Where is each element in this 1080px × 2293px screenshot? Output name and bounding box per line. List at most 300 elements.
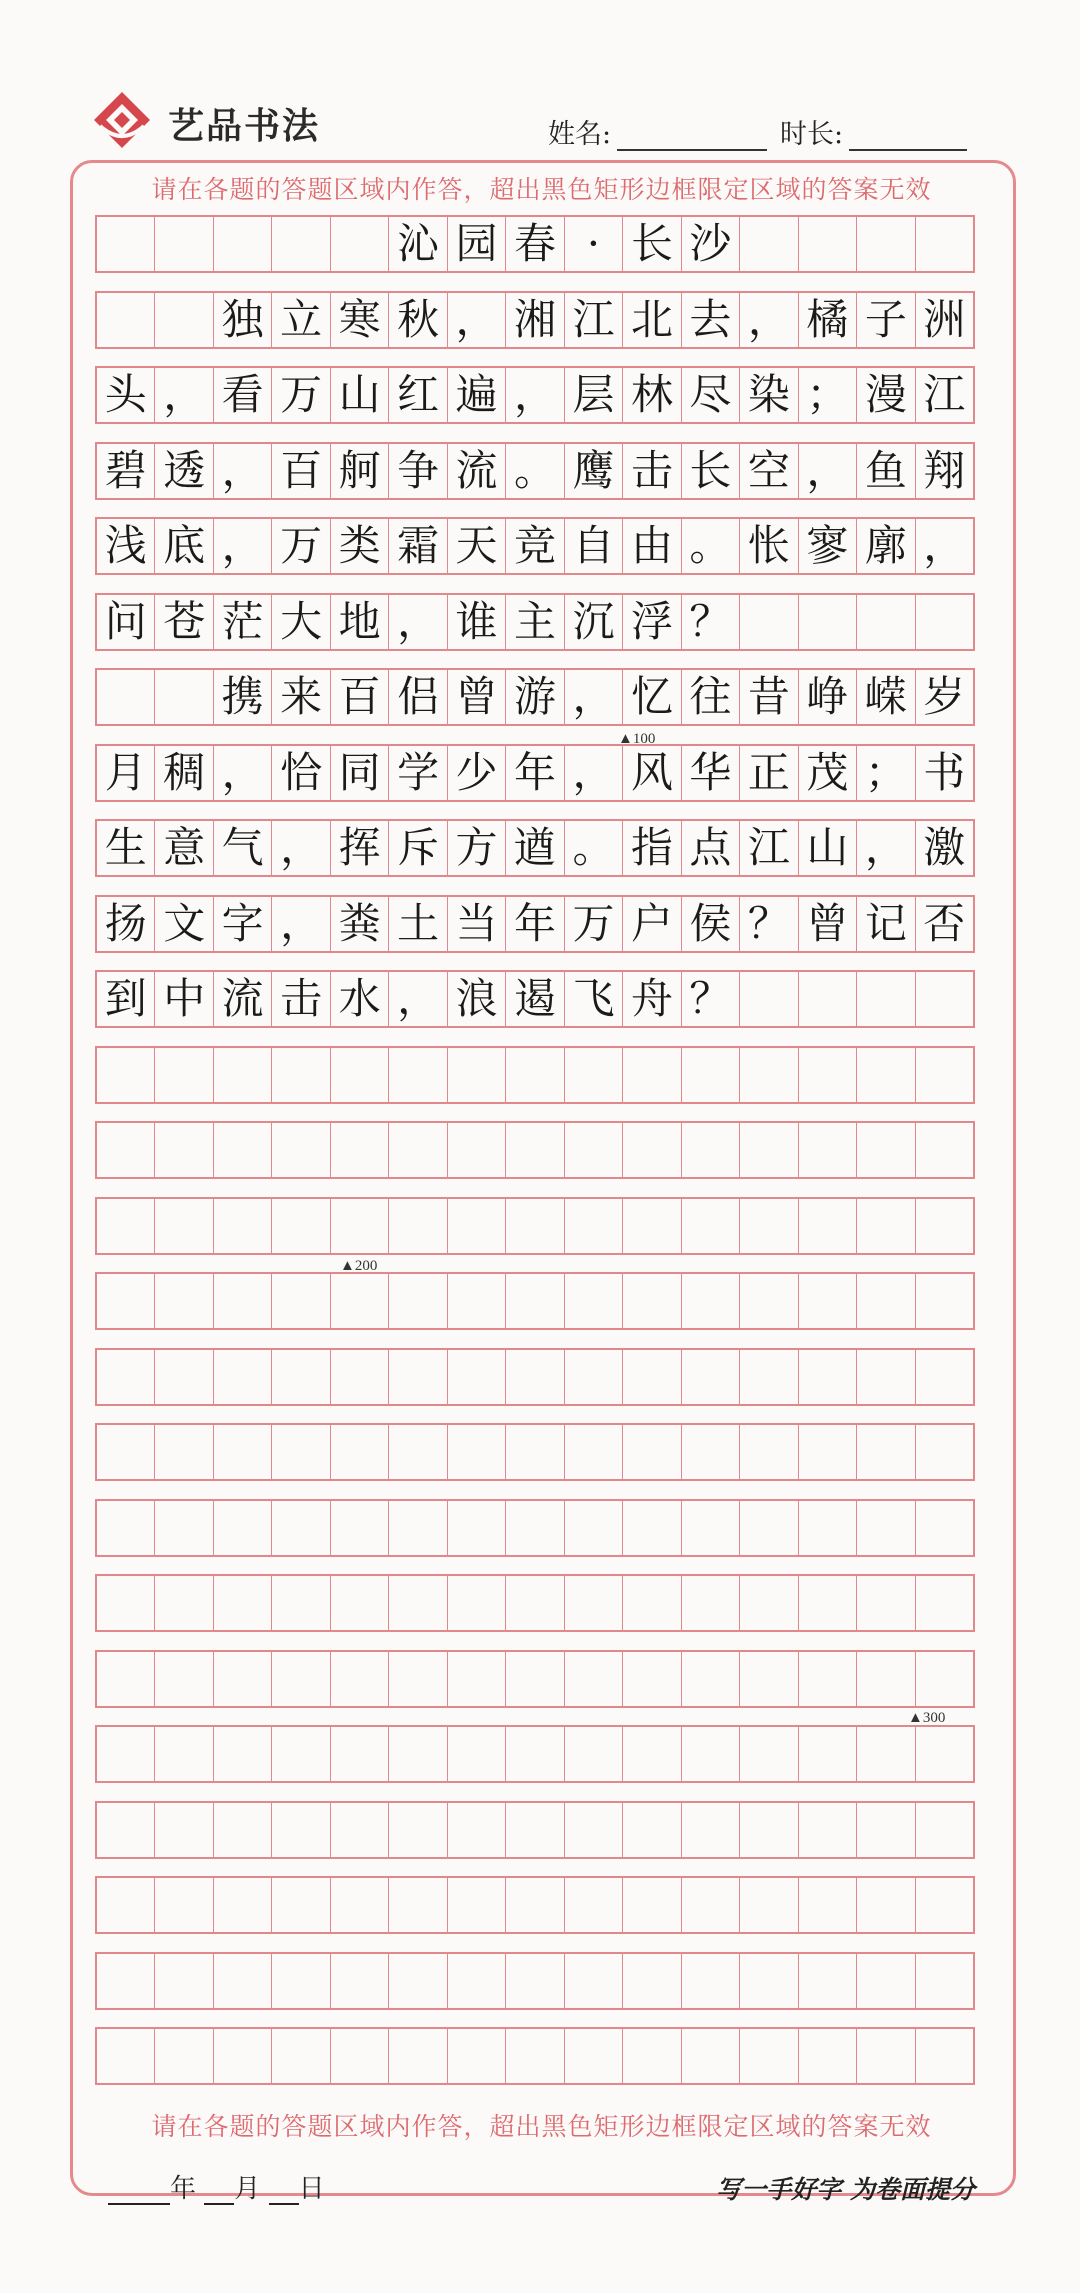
grid-cell <box>97 1425 154 1479</box>
grid-cell: 翔 <box>915 444 973 498</box>
grid-cell: 月 <box>104 747 147 797</box>
grid-cell: 大 <box>271 595 329 649</box>
grid-cell: ， <box>915 519 973 573</box>
grid-cell <box>154 2029 212 2083</box>
grid-cell <box>388 1727 446 1781</box>
grid-cell: 底 <box>154 519 212 573</box>
grid-cell <box>330 2029 388 2083</box>
grid-cell: 生 <box>104 823 147 872</box>
grid-cell <box>564 2029 622 2083</box>
grid-cell: ， <box>388 595 446 649</box>
grid-cell: 廓 <box>856 519 914 573</box>
grid-cell: 天 <box>447 519 505 573</box>
grid-cell <box>213 1878 271 1932</box>
grid-cell <box>330 1878 388 1932</box>
grid-cell <box>798 217 856 271</box>
grid-cell: 春 <box>505 217 563 271</box>
grid-row <box>95 1574 975 1632</box>
grid-cell: ， <box>505 368 563 422</box>
grid-cell: 昔 <box>739 670 797 724</box>
grid-cell: 华 <box>681 746 739 800</box>
grid-cell: 洲 <box>915 293 973 347</box>
sheet-header <box>0 0 1080 160</box>
grid-cell <box>915 595 973 649</box>
grid-cell <box>622 1501 680 1555</box>
grid-cell: 户 <box>622 897 680 951</box>
grid-cell: 子 <box>856 293 914 347</box>
grid-cell <box>681 1576 739 1630</box>
grid-cell <box>330 1048 388 1102</box>
grid-cell <box>798 1501 856 1555</box>
grid-cell <box>97 1652 154 1706</box>
grid-cell <box>447 1199 505 1253</box>
grid-cell <box>388 2029 446 2083</box>
slogan: 写一手好字 为卷面提分 <box>716 2175 975 2204</box>
grid-cell: 万 <box>271 368 329 422</box>
grid-cell: 点 <box>681 821 739 875</box>
grid-cell <box>564 1954 622 2008</box>
grid-cell: 意 <box>154 821 212 875</box>
grid-cell <box>564 1425 622 1479</box>
grid-cell: 浮 <box>622 595 680 649</box>
grid-row <box>95 1801 975 1859</box>
grid-cell: 地 <box>330 595 388 649</box>
grid-row <box>95 593 975 651</box>
grid-cell: 曾 <box>447 670 505 724</box>
grid-cell <box>856 1123 914 1177</box>
grid-cell <box>271 1425 329 1479</box>
grid-cell: ， <box>564 670 622 724</box>
grid-cell <box>97 1727 154 1781</box>
grid-cell: 沁 <box>388 217 446 271</box>
grid-row <box>95 744 975 802</box>
grid-cell <box>388 1576 446 1630</box>
grid-cell <box>447 1727 505 1781</box>
grid-cell <box>330 1954 388 2008</box>
grid-row <box>95 1423 975 1481</box>
grid-cell <box>505 1048 563 1102</box>
grid-cell: 漫 <box>856 368 914 422</box>
grid-cell <box>681 1199 739 1253</box>
grid-cell: ， <box>856 821 914 875</box>
date-field[interactable] <box>108 2168 325 2205</box>
grid-cell: 水 <box>330 972 388 1026</box>
grid-cell: 文 <box>154 897 212 951</box>
grid-cell <box>447 1274 505 1328</box>
grid-cell: 鹰 <box>564 444 622 498</box>
grid-cell <box>622 1048 680 1102</box>
grid-cell <box>622 1199 680 1253</box>
grid-cell <box>915 1727 973 1781</box>
grid-cell <box>681 1878 739 1932</box>
grid-cell <box>798 1954 856 2008</box>
grid-cell <box>681 1350 739 1404</box>
grid-cell: 空 <box>739 444 797 498</box>
grid-cell: 橘 <box>798 293 856 347</box>
grid-cell: 立 <box>271 293 329 347</box>
grid-cell: 土 <box>388 897 446 951</box>
grid-cell <box>739 1954 797 2008</box>
grid-cell <box>330 1501 388 1555</box>
grid-cell <box>271 1350 329 1404</box>
grid-cell <box>915 1954 973 2008</box>
grid-cell <box>271 1123 329 1177</box>
grid-cell <box>447 1878 505 1932</box>
grid-row <box>95 1499 975 1557</box>
grid-cell <box>447 1954 505 2008</box>
grid-cell: 尽 <box>681 368 739 422</box>
grid-cell <box>856 217 914 271</box>
grid-cell <box>97 1274 154 1328</box>
grid-cell: ？ <box>681 972 739 1026</box>
grid-cell <box>388 1274 446 1328</box>
grid-cell: 万 <box>271 519 329 573</box>
grid-cell <box>213 1954 271 2008</box>
grid-cell: 万 <box>564 897 622 951</box>
grid-cell <box>798 1878 856 1932</box>
grid-row <box>95 517 975 575</box>
grid-cell <box>447 1576 505 1630</box>
grid-cell <box>97 1501 154 1555</box>
grid-cell: 击 <box>271 972 329 1026</box>
grid-row <box>95 819 975 877</box>
month-line[interactable] <box>204 2179 234 2205</box>
grid-cell: 风 <box>622 746 680 800</box>
grid-cell: 霜 <box>388 519 446 573</box>
grid-cell <box>798 972 856 1026</box>
grid-cell: 学 <box>388 746 446 800</box>
grid-cell <box>97 2029 154 2083</box>
grid-cell <box>564 1501 622 1555</box>
grid-cell <box>739 1048 797 1102</box>
grid-cell <box>213 1199 271 1253</box>
grid-cell <box>856 1727 914 1781</box>
grid-cell: 往 <box>681 670 739 724</box>
grid-cell <box>739 1727 797 1781</box>
grid-cell <box>154 1048 212 1102</box>
grid-cell: 流 <box>213 972 271 1026</box>
grid-cell <box>447 1425 505 1479</box>
grid-cell <box>505 1501 563 1555</box>
grid-row <box>95 1348 975 1406</box>
grid-cell: 自 <box>564 519 622 573</box>
grid-cell <box>213 1425 271 1479</box>
grid-cell <box>447 1803 505 1857</box>
grid-cell <box>856 1878 914 1932</box>
grid-cell <box>213 1501 271 1555</box>
grid-cell: 独 <box>213 293 271 347</box>
grid-cell: 层 <box>564 368 622 422</box>
grid-cell <box>388 1199 446 1253</box>
grid-cell: 到 <box>104 974 147 1023</box>
grid-cell <box>622 1274 680 1328</box>
grid-cell: 寥 <box>798 519 856 573</box>
grid-cell: 寒 <box>330 293 388 347</box>
grid-cell: ； <box>798 368 856 422</box>
grid-cell <box>856 1350 914 1404</box>
grid-cell <box>798 1350 856 1404</box>
grid-cell <box>330 1727 388 1781</box>
grid-cell: 少 <box>447 746 505 800</box>
grid-cell <box>622 1350 680 1404</box>
grid-cell <box>154 1954 212 2008</box>
grid-cell <box>798 1652 856 1706</box>
grid-cell <box>505 1954 563 2008</box>
grid-cell <box>856 1803 914 1857</box>
grid-cell: 来 <box>271 670 329 724</box>
grid-cell <box>154 1878 212 1932</box>
marker-100: ▲100 <box>618 731 656 747</box>
grid-cell <box>97 670 154 724</box>
grid-cell <box>681 1501 739 1555</box>
grid-cell <box>97 1954 154 2008</box>
grid-row <box>95 1272 975 1330</box>
grid-cell <box>213 2029 271 2083</box>
grid-cell <box>271 1954 329 2008</box>
grid-cell <box>856 2029 914 2083</box>
grid-cell <box>798 1803 856 1857</box>
grid-cell: 去 <box>681 293 739 347</box>
grid-cell <box>447 1652 505 1706</box>
grid-cell <box>856 1954 914 2008</box>
grid-cell: 由 <box>622 519 680 573</box>
grid-cell <box>154 1350 212 1404</box>
grid-cell <box>388 1878 446 1932</box>
grid-cell <box>154 1123 212 1177</box>
grid-cell <box>330 1425 388 1479</box>
grid-cell: 年 <box>505 746 563 800</box>
grid-cell: 舟 <box>622 972 680 1026</box>
name-field[interactable] <box>548 112 767 151</box>
grid-cell: 峥 <box>798 670 856 724</box>
grid-cell: 年 <box>505 897 563 951</box>
grid-cell <box>856 972 914 1026</box>
grid-cell <box>915 1350 973 1404</box>
grid-cell <box>271 1199 329 1253</box>
grid-cell: 谁 <box>447 595 505 649</box>
grid-cell <box>622 1727 680 1781</box>
grid-cell: 岁 <box>915 670 973 724</box>
month-label: 月 <box>234 2174 261 2204</box>
grid-cell <box>798 2029 856 2083</box>
grid-cell <box>154 1199 212 1253</box>
time-field[interactable] <box>780 112 967 151</box>
grid-cell: 长 <box>681 444 739 498</box>
grid-cell <box>856 1652 914 1706</box>
grid-cell: 游 <box>505 670 563 724</box>
grid-cell <box>505 1199 563 1253</box>
grid-cell <box>739 1199 797 1253</box>
grid-cell <box>915 2029 973 2083</box>
grid-cell <box>739 1652 797 1706</box>
grid-cell <box>388 1954 446 2008</box>
day-line[interactable] <box>269 2179 299 2205</box>
grid-cell <box>213 1652 271 1706</box>
grid-cell <box>154 293 212 347</box>
grid-cell <box>798 595 856 649</box>
grid-cell <box>856 1274 914 1328</box>
grid-cell <box>856 1048 914 1102</box>
time-line[interactable] <box>849 149 967 151</box>
grid-cell <box>271 1803 329 1857</box>
grid-cell <box>213 1123 271 1177</box>
grid-cell <box>505 1576 563 1630</box>
grid-cell <box>388 1803 446 1857</box>
grid-cell <box>798 1123 856 1177</box>
grid-cell <box>915 1501 973 1555</box>
time-label: 时长: <box>780 119 844 150</box>
grid-cell <box>330 1576 388 1630</box>
grid-cell <box>915 1123 973 1177</box>
grid-cell <box>681 1274 739 1328</box>
grid-cell <box>505 1350 563 1404</box>
grid-cell <box>505 1123 563 1177</box>
grid-cell: ， <box>798 444 856 498</box>
grid-cell <box>97 293 154 347</box>
grid-row <box>95 1121 975 1179</box>
grid-cell <box>97 1576 154 1630</box>
grid-cell <box>154 1727 212 1781</box>
grid-cell <box>388 1048 446 1102</box>
grid-cell: ， <box>154 368 212 422</box>
grid-cell <box>505 1652 563 1706</box>
grid-cell: 嵘 <box>856 670 914 724</box>
grid-cell <box>856 1199 914 1253</box>
name-line[interactable] <box>617 149 767 151</box>
grid-row <box>95 668 975 726</box>
grid-cell <box>154 217 212 271</box>
grid-cell <box>739 1123 797 1177</box>
day-label: 日 <box>298 2174 325 2204</box>
grid-cell: · <box>564 217 622 271</box>
grid-cell <box>622 1652 680 1706</box>
grid-cell <box>564 1199 622 1253</box>
grid-cell: 遍 <box>447 368 505 422</box>
marker-200: ▲200 <box>340 1258 378 1274</box>
grid-cell <box>564 1576 622 1630</box>
grid-cell: 长 <box>622 217 680 271</box>
grid-cell: 头 <box>104 370 147 419</box>
grid-row <box>95 1725 975 1783</box>
grid-cell: 山 <box>798 821 856 875</box>
grid-cell <box>915 1803 973 1857</box>
grid-cell <box>388 1425 446 1479</box>
grid-cell <box>213 1576 271 1630</box>
grid-cell <box>97 1350 154 1404</box>
grid-cell <box>271 1274 329 1328</box>
grid-cell: 看 <box>213 368 271 422</box>
notice-bottom: 请在各题的答题区域内作答，超出黑色矩形边框限定区域的答案无效 <box>151 2112 932 2141</box>
grid-cell: 沉 <box>564 595 622 649</box>
grid-cell <box>856 1576 914 1630</box>
grid-cell <box>856 595 914 649</box>
year-line[interactable] <box>108 2179 170 2205</box>
grid-cell: ， <box>564 746 622 800</box>
grid-cell <box>564 1274 622 1328</box>
grid-cell <box>97 1123 154 1177</box>
grid-cell: 林 <box>622 368 680 422</box>
grid-cell <box>330 1123 388 1177</box>
brand-name: 艺品书法 <box>168 106 321 147</box>
grid-cell: 击 <box>622 444 680 498</box>
grid-cell: 中 <box>154 972 212 1026</box>
grid-cell <box>447 2029 505 2083</box>
grid-cell <box>271 2029 329 2083</box>
grid-cell <box>622 1954 680 2008</box>
grid-cell <box>271 1501 329 1555</box>
grid-cell <box>739 1576 797 1630</box>
grid-row <box>95 2027 975 2085</box>
grid-cell: 竞 <box>505 519 563 573</box>
grid-row <box>95 895 975 953</box>
grid-cell: 恰 <box>271 746 329 800</box>
grid-cell: 斥 <box>388 821 446 875</box>
grid-cell: 挥 <box>330 821 388 875</box>
grid-cell <box>622 1123 680 1177</box>
grid-cell <box>681 1048 739 1102</box>
grid-cell <box>681 1954 739 2008</box>
grid-cell <box>798 1727 856 1781</box>
grid-cell <box>739 2029 797 2083</box>
grid-cell: ， <box>447 293 505 347</box>
grid-cell: 遏 <box>505 972 563 1026</box>
grid-row <box>95 215 975 273</box>
grid-cell: 园 <box>447 217 505 271</box>
grid-cell <box>213 1350 271 1404</box>
grid-cell: 方 <box>447 821 505 875</box>
grid-cell <box>739 1274 797 1328</box>
grid-cell: 。 <box>681 519 739 573</box>
grid-cell: ， <box>271 897 329 951</box>
grid-cell <box>97 217 154 271</box>
grid-cell <box>915 1425 973 1479</box>
grid-cell <box>622 1803 680 1857</box>
grid-cell <box>798 1425 856 1479</box>
grid-cell: 指 <box>622 821 680 875</box>
grid-cell <box>739 1350 797 1404</box>
grid-cell <box>271 1652 329 1706</box>
grid-cell: 透 <box>154 444 212 498</box>
grid-cell <box>798 1576 856 1630</box>
grid-cell: ， <box>388 972 446 1026</box>
grid-cell: 主 <box>505 595 563 649</box>
grid-cell: 苍 <box>154 595 212 649</box>
grid-cell <box>505 1878 563 1932</box>
grid-cell <box>447 1048 505 1102</box>
grid-cell <box>564 1727 622 1781</box>
grid-cell: 粪 <box>330 897 388 951</box>
grid-cell <box>213 1274 271 1328</box>
grid-cell <box>154 1576 212 1630</box>
grid-cell <box>330 217 388 271</box>
grid-cell <box>915 1652 973 1706</box>
grid-cell: 否 <box>915 897 973 951</box>
grid-cell: 侣 <box>388 670 446 724</box>
grid-cell <box>271 1048 329 1102</box>
grid-cell: 。 <box>505 444 563 498</box>
grid-cell: 同 <box>330 746 388 800</box>
grid-cell <box>388 1350 446 1404</box>
grid-cell: 正 <box>739 746 797 800</box>
grid-cell: 气 <box>213 821 271 875</box>
grid-cell <box>681 1803 739 1857</box>
grid-cell <box>681 1727 739 1781</box>
year-label: 年 <box>170 2174 197 2204</box>
grid-cell <box>97 1803 154 1857</box>
grid-cell: 北 <box>622 293 680 347</box>
grid-cell <box>915 1274 973 1328</box>
grid-cell: ， <box>213 519 271 573</box>
